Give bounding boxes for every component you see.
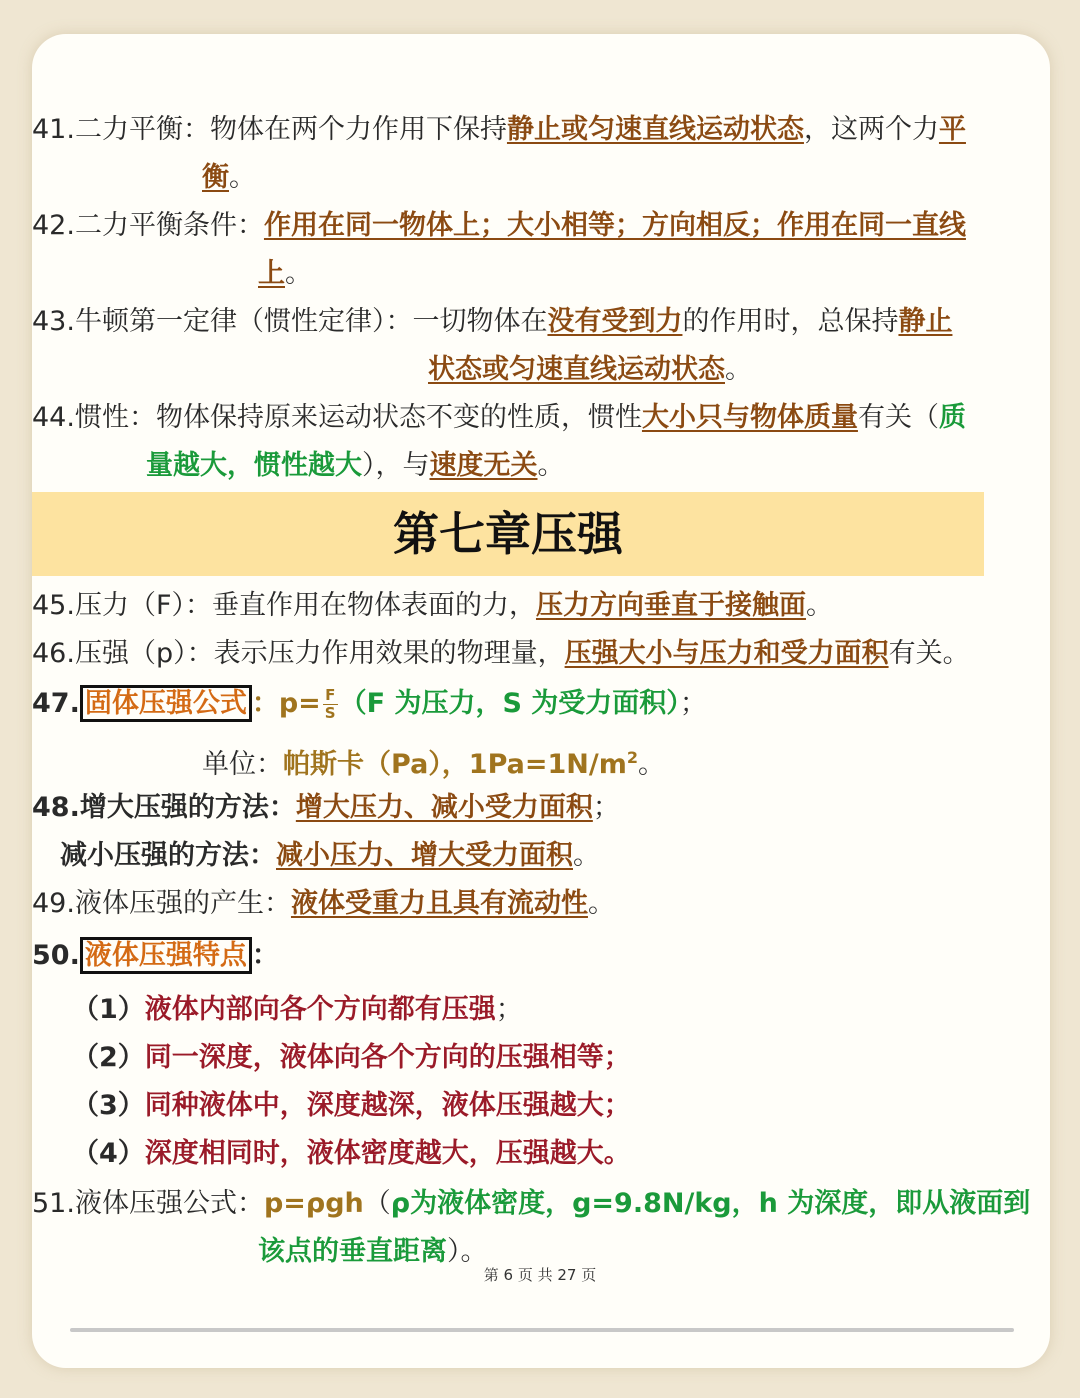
item-48-answer: 增大压力、减小受力面积 — [295, 792, 593, 823]
item-43-text-2: 的作用时，总保持 — [682, 306, 899, 337]
item-51-formula: p=ρgh — [263, 1188, 364, 1219]
page-number: 第 6 页 共 27 页 — [483, 1266, 597, 1284]
item-50-colon: ： — [251, 940, 279, 971]
item-42-text: 42.二力平衡条件： — [32, 210, 264, 241]
item-46-text: 46.压强（p）：表示压力作用效果的物理量， — [32, 638, 565, 669]
item-51-note: ρ为液体密度，g=9.8N/kg，h 为深度，即从液面到 — [390, 1188, 1031, 1219]
item-45-text: 45.压力（F）：垂直作用在物体表面的力， — [32, 590, 536, 621]
item-48 — [32, 788, 620, 828]
item-51-note-2: 该点的垂直距离 — [258, 1236, 447, 1267]
item-42-end: 。 — [285, 258, 312, 289]
item-44-cont — [146, 446, 565, 486]
point-text: 液体内部向各个方向都有压强 — [144, 994, 496, 1025]
point-text: 同一深度，液体向各个方向的压强相等； — [144, 1042, 631, 1073]
item-45 — [32, 586, 833, 626]
item-44-text-2: 有关（ — [857, 402, 939, 433]
item-41-answer-2: 平 — [938, 114, 966, 145]
item-47-formula: p= — [278, 688, 321, 719]
item-48-end: ； — [592, 792, 620, 823]
item-43-answer: 没有受到力 — [547, 306, 683, 337]
item-43-cont — [428, 350, 752, 390]
item-50-number: 50. — [32, 940, 80, 971]
item-50-point-1 — [72, 990, 523, 1030]
item-49-answer: 液体受重力且具有流动性 — [290, 888, 588, 919]
item-43 — [32, 302, 952, 342]
item-43-end: 。 — [725, 354, 752, 385]
item-45-answer: 压力方向垂直于接触面 — [535, 590, 806, 621]
item-46 — [32, 634, 970, 674]
fraction-numerator: F — [323, 687, 338, 705]
item-47-colon: ： — [251, 688, 279, 719]
item-48-text: 48.增大压强的方法： — [32, 792, 296, 823]
item-44-note-2: 量越大，惯性越大 — [146, 450, 362, 481]
item-51-end: ）。 — [447, 1236, 488, 1267]
point-number: （3） — [72, 1090, 145, 1121]
item-44-end: 。 — [537, 450, 565, 481]
item-49 — [32, 884, 615, 924]
item-41-text: 41.二力平衡：物体在两个力作用下保持 — [32, 114, 507, 145]
item-44-note: 质 — [938, 402, 966, 433]
item-41-answer: 静止或匀速直线运动状态 — [506, 114, 804, 145]
item-46-end: 有关。 — [888, 638, 970, 669]
point-number: （1） — [72, 994, 145, 1025]
item-47-note: （F 为压力，S 为受力面积） — [339, 688, 680, 719]
item-50-point-2 — [72, 1038, 631, 1078]
item-43-answer-2: 静止 — [898, 306, 953, 337]
item-43-answer-3: 状态或匀速直线运动状态 — [428, 354, 725, 385]
item-48-reduce — [60, 836, 600, 876]
chapter-title-banner — [32, 492, 984, 576]
item-51 — [32, 1184, 1030, 1224]
item-47 — [32, 684, 707, 724]
item-44-answer-2: 速度无关 — [429, 450, 538, 481]
point-number: （4） — [72, 1138, 145, 1169]
item-49-end: 。 — [587, 888, 615, 919]
item-48-reduce-answer: 减小压力、增大受力面积 — [276, 840, 573, 871]
item-50-boxed-term: 液体压强特点 — [80, 937, 252, 974]
fraction-f-over-s — [323, 687, 338, 722]
item-49-text: 49.液体压强的产生： — [32, 888, 291, 919]
item-41 — [32, 110, 966, 150]
item-41-text-2: ，这两个力 — [803, 114, 939, 145]
item-42-answer-2: 上 — [258, 258, 285, 289]
point-number: （2） — [72, 1042, 145, 1073]
item-44 — [32, 398, 966, 438]
point-end: ； — [495, 994, 523, 1025]
item-41-cont — [202, 158, 256, 198]
point-text: 同种液体中，深度越深，液体压强越大； — [144, 1090, 631, 1121]
item-50 — [32, 936, 279, 976]
item-47-unit — [202, 738, 665, 785]
item-51-text: 51.液体压强公式： — [32, 1188, 264, 1219]
footer-divider — [70, 1328, 1014, 1332]
unit-end: 。 — [638, 749, 665, 780]
item-42-answer: 作用在同一物体上；大小相等；方向相反；作用在同一直线 — [263, 210, 966, 241]
chapter-title: 第七章压强 — [393, 507, 623, 561]
item-41-end: 。 — [229, 162, 256, 193]
item-47-number: 47. — [32, 688, 80, 719]
item-42 — [32, 206, 966, 246]
unit-exponent: 2 — [626, 748, 638, 767]
item-43-text: 43.牛顿第一定律（惯性定律）：一切物体在 — [32, 306, 548, 337]
item-44-text: 44.惯性：物体保持原来运动状态不变的性质，惯性 — [32, 402, 642, 433]
unit-value: 帕斯卡（Pa），1Pa=1N/m — [283, 749, 627, 780]
item-51-paren: （ — [363, 1188, 391, 1219]
unit-label: 单位： — [202, 749, 283, 780]
item-50-point-4 — [72, 1134, 631, 1174]
item-41-answer-3: 衡 — [202, 162, 229, 193]
item-44-text-3: ），与 — [362, 450, 430, 481]
item-48-reduce-end: 。 — [573, 840, 600, 871]
fraction-denominator: S — [324, 704, 336, 722]
item-47-boxed-term: 固体压强公式 — [80, 685, 252, 722]
item-48-reduce-text: 减小压强的方法： — [60, 840, 276, 871]
item-50-point-3 — [72, 1086, 631, 1126]
page-number-footer — [0, 1264, 1080, 1285]
point-text: 深度相同时，液体密度越大，压强越大。 — [144, 1138, 631, 1169]
item-47-end: ； — [679, 688, 707, 719]
item-45-end: 。 — [805, 590, 833, 621]
item-42-cont — [258, 254, 312, 294]
item-46-answer: 压强大小与压力和受力面积 — [564, 638, 889, 669]
item-44-answer: 大小只与物体质量 — [641, 402, 858, 433]
